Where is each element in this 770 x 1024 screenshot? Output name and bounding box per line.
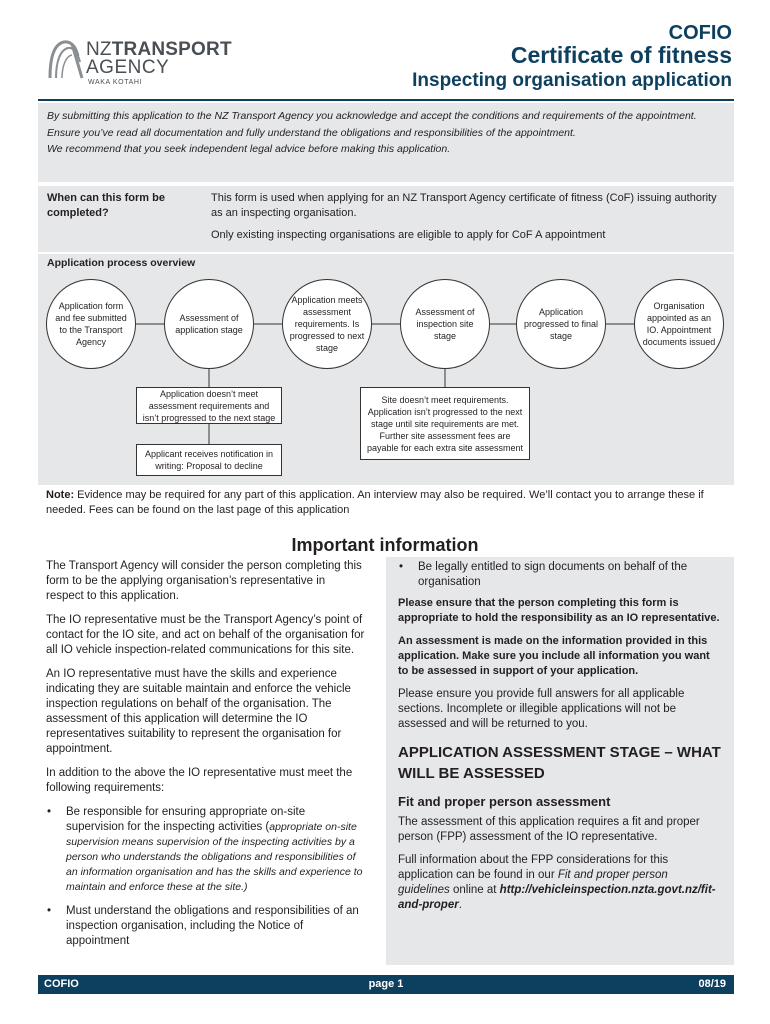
info-paragraph-4: In addition to the above the IO representative must meet the following requirements:: [46, 767, 353, 794]
process-title: Application process overview: [47, 257, 196, 269]
important-left-column: [46, 559, 366, 958]
process-step-3: Application meets assessment requirements. Is progressed to next stage: [282, 279, 372, 369]
page-title: Certificate of fitness: [510, 42, 732, 68]
fpp-heading: Fit and proper person assessment: [398, 794, 611, 809]
assessment-stage-heading: APPLICATION ASSESSMENT STAGE – WHAT WILL BE ASSESSED: [398, 744, 721, 782]
fpp-info-paragraph: Full information about the FPP considerations for this application can be found in our Fit and proper person guidelines online at http://vehicleinspection.nzta.govt.nz/fit-and-proper.: [398, 854, 716, 911]
intro-box: [38, 103, 734, 182]
nzta-logo: [46, 36, 246, 92]
nzta-logo-icon: [46, 38, 86, 82]
intro-line-2: Ensure you’ve read all documentation and fully understand the obligations and responsibilities of the appointment.: [47, 126, 576, 139]
process-step-5: Application progressed to final stage: [516, 279, 606, 369]
notice-complete-answers: Please ensure you provide full answers for all applicable sections. Incomplete or illegible applications will not be assessed and will be returned to you.: [398, 688, 685, 730]
info-paragraph-1: The Transport Agency will consider the person completing this form to be the applying organisation’s representative in respect to this application.: [46, 560, 362, 602]
when-text: This form is used when applying for an NZ Transport Agency certificate of fitness (CoF) issuing authority as an inspecting organisation.: [211, 192, 717, 219]
fpp-guidelines-link[interactable]: http://vehicleinspection.nzta.govt.nz/fit-and-proper: [398, 884, 716, 911]
important-right-column: [386, 557, 734, 965]
header-rule: [38, 99, 734, 101]
process-step-6: Organisation appointed as an IO. Appointment documents issued: [634, 279, 724, 369]
process-decline-notice: Applicant receives notification in writing: Proposal to decline: [136, 444, 282, 476]
process-fail-site: Site doesn’t meet requirements. Application isn’t progressed to the next stage until site requirements are met. Further site assessment fees are payable for each extra site assessment: [360, 387, 530, 460]
info-paragraph-2: The IO representative must be the Transport Agency’s point of contact for the IO site, and act on behalf of the organisation for all IO vehicle inspection-related communications for this site.: [46, 614, 365, 656]
footer-page-number: page 1: [368, 978, 404, 990]
footer-date: 08/19: [698, 978, 726, 990]
logo-waka-kotahi: WAKA KOTAHI: [88, 79, 143, 86]
when-box: [38, 186, 734, 252]
when-eligibility: Only existing inspecting organisations are eligible to apply for CoF A appointment: [211, 229, 606, 241]
logo-wordmark-top: NZTRANSPORT: [86, 39, 232, 60]
intro-line-3: We recommend that you seek independent legal advice before making this application.: [47, 143, 451, 155]
page-footer: [38, 975, 734, 994]
fpp-paragraph: The assessment of this application requires a fit and proper person (FPP) assessment of the IO representative.: [398, 816, 700, 843]
requirement-legal-signing: • Be legally entitled to sign documents on behalf of the organisation: [398, 560, 722, 590]
evidence-note: Note: Evidence may be required for any part of this application. An interview may also be required. We’ll contact you to arrange these if needed. Fees can be found on the last page of this application: [46, 489, 704, 516]
notice-assessment: An assessment is made on the information provided in this application. Make sure you include all information you want to be assessed in support of your application.: [398, 635, 710, 677]
logo-wordmark-bottom: AGENCY: [86, 57, 170, 78]
important-info-title: Important information: [291, 535, 479, 555]
requirement-supervision: • Be responsible for ensuring appropriate on-site supervision for the inspecting activities (appropriate on-site supervision means supervision of the inspecting activities by a person who understands the obligations and responsibilities of an information organisation and has the skills and experience to maintain and enforce these at the site.): [46, 805, 366, 895]
process-overview: [38, 254, 734, 485]
process-step-2: Assessment of application stage: [164, 279, 254, 369]
intro-line-1: By submitting this application to the NZ Transport Agency you acknowledge and accept the conditions and requirements of the appointment.: [47, 110, 697, 122]
info-paragraph-3: An IO representative must have the skills and experience indicating they are suitable maintain and enforce the vehicle inspection regulations on behalf of the organisation. The assessment of this application will determine the IO representatives suitability to represent the organisation for appointment.: [46, 668, 351, 755]
footer-form-code: COFIO: [44, 978, 79, 990]
process-step-1: Application form and fee submitted to the Transport Agency: [46, 279, 136, 369]
notice-responsibility: Please ensure that the person completing this form is appropriate to hold the responsibility as an IO representative.: [398, 597, 720, 624]
page-subtitle: Inspecting organisation application: [412, 70, 732, 91]
page-header: [0, 0, 770, 100]
process-fail-assessment: Application doesn’t meet assessment requirements and isn’t progressed to the next stage: [136, 387, 282, 424]
form-code: COFIO: [668, 22, 732, 44]
when-label: When can this form be completed?: [47, 192, 165, 219]
requirement-obligations: • Must understand the obligations and responsibilities of an inspection organisation, including the Notice of appointment: [46, 904, 366, 949]
process-step-4: Assessment of inspection site stage: [400, 279, 490, 369]
